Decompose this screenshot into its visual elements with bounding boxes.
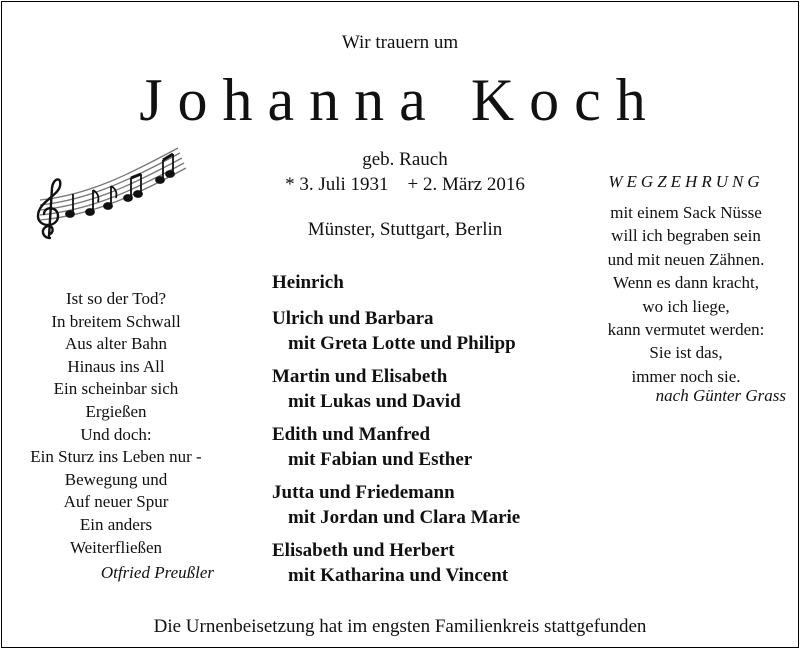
family-group [272,538,582,588]
family-children: mit Katharina und Vincent [288,565,509,586]
family-parents: Jutta und Friedemann [272,482,455,503]
poem-left-line: Ist so der Tod? [65,289,166,308]
intro-text: Wir trauern um [341,32,459,53]
poem-right-title: WEGZEHRUNG [608,172,764,191]
poem-right-line: Wenn es dann kracht, [613,273,759,293]
family-group [272,480,582,530]
family-children: mit Greta Lotte und Philipp [288,333,516,354]
poem-left-author: Otfried Preußler [100,563,214,582]
poem-right-author: nach Günter Grass [655,386,786,405]
life-dates: * 3. Juli 1931 + 2. März 2016 [285,174,525,195]
poem-right-line: wo ich liege, [642,296,730,316]
footer-note: Die Urnenbeisetzung hat im engsten Familienkreis stattgefunden [153,616,647,637]
deceased-name: Johanna Koch [139,67,661,133]
poem-left-line: Ergießen [85,401,147,421]
poem-right [586,201,786,388]
places: Münster, Stuttgart, Berlin [307,219,503,240]
family-group [272,364,582,414]
poem-left-line: Hinaus ins All [67,356,165,376]
music-notes-icon [28,140,208,250]
family-parents: Elisabeth und Herbert [272,540,455,561]
poem-right-line: Sie ist das, [649,343,723,363]
treble-clef-icon [38,179,60,238]
poem-right-line: kann vermutet werden: [607,320,765,340]
poem-left-line: Ein scheinbar sich [53,379,179,399]
family-parents: Edith und Manfred [272,424,431,445]
family-children: mit Fabian und Esther [288,449,473,470]
poem-left-line: Weiterfließen [69,537,163,557]
maiden-name: geb. Rauch [362,149,448,170]
poem-right-line: immer noch sie. [631,366,741,386]
poem-right-line: mit einem Sack Nüsse [610,203,762,222]
poem-left-line: Aus alter Bahn [65,334,167,354]
poem-left-line: In breitem Schwall [51,311,181,331]
family-group [272,422,582,472]
poem-left-line: Ein Sturz ins Leben nur - [30,447,202,467]
family-parents: Martin und Elisabeth [272,366,448,387]
family-children: mit Lukas und David [288,391,461,412]
poem-left-line: Und doch: [80,424,152,444]
family-parents: Ulrich und Barbara [272,308,434,329]
birth-death-block [240,147,570,197]
poem-left-line: Auf neuer Spur [63,492,169,512]
poem-left [0,288,232,559]
poem-left-line: Ein anders [79,514,153,534]
family-group [272,306,582,356]
poem-left-line: Bewegung und [64,469,168,489]
family-spouse: Heinrich [272,272,344,293]
family-list [272,270,582,596]
poem-right-line: und mit neuen Zähnen. [607,249,765,269]
poem-right-line: will ich begraben sein [611,226,761,246]
family-children: mit Jordan und Clara Marie [288,507,521,528]
